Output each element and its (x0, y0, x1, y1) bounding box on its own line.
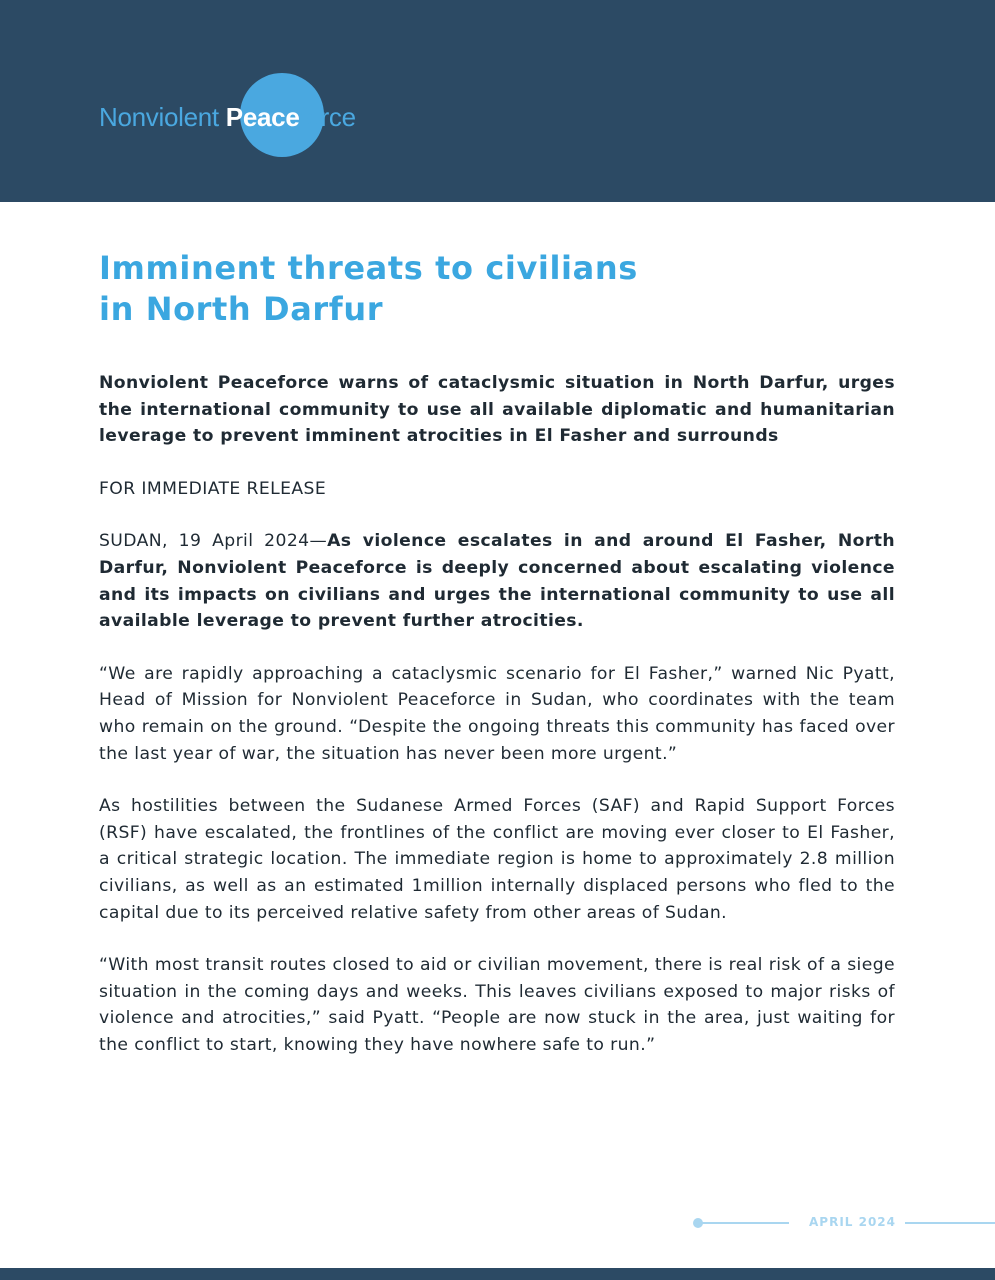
release-label: FOR IMMEDIATE RELEASE (99, 478, 327, 499)
logo-word-peace: Peace (225, 102, 300, 132)
paragraph-2: “We are rapidly approaching a cataclysmic scenario for El Fasher,” warned Nic Pyatt, Head of Mission for Nonviolent Peaceforce in Sudan, who coordinates with the team who remain on the ground. “Despite the ongoing threats this community has faced over the last year of war, the situation has never been more urgent.” (99, 663, 895, 764)
title-line-2: in North Darfur (99, 290, 384, 328)
footer-date: APRIL 2024 (809, 1215, 897, 1229)
document-body (99, 370, 895, 1084)
lead-paragraph: Nonviolent Peaceforce warns of cataclysmic situation in North Darfur, urges the international community to use all available diplomatic and humanitarian leverage to prevent imminent atrocities in El Fasher and surrounds (99, 373, 895, 447)
paragraph-1-bold: As violence escalates in and around El Fasher, North Darfur, Nonviolent Peaceforce is deeply concerned about escalating violence and its impacts on civilians and urges the international community to use all available leverage to prevent further atrocities. (99, 531, 896, 632)
document-title (99, 248, 799, 330)
logo-wordmark (99, 102, 356, 133)
header-banner (0, 0, 995, 202)
logo-word-force: force (299, 102, 356, 132)
logo-word-nonviolent: Nonviolent (99, 102, 219, 132)
paragraph-1 (99, 528, 895, 634)
paragraph-4: “With most transit routes closed to aid or civilian movement, there is real risk of a siege situation in the coming days and weeks. This leaves civilians exposed to major risks of violence and atrocities,” said Pyatt. “People are now stuck in the area, just waiting for the conflict to start, knowing they have nowhere safe to run.” (99, 955, 895, 1055)
logo (99, 72, 419, 158)
footer-line-left (701, 1222, 789, 1224)
paragraph-3: As hostilities between the Sudanese Armed Forces (SAF) and Rapid Support Forces (RSF) have escalated, the frontlines of the conflict are moving ever closer to El Fasher, a critical strategic location. The immediate region is home to approximately 2.8 million civilians, as well as an estimated 1million internally displaced persons who fled to the capital due to its perceived relative safety from other areas of Sudan. (99, 796, 895, 923)
dateline: SUDAN, 19 April 2024— (99, 531, 328, 552)
footer-date-decoration (693, 1214, 995, 1232)
footer-line-right (905, 1222, 995, 1224)
bottom-bar (0, 1268, 995, 1280)
title-line-1: Imminent threats to civilians (99, 249, 638, 287)
